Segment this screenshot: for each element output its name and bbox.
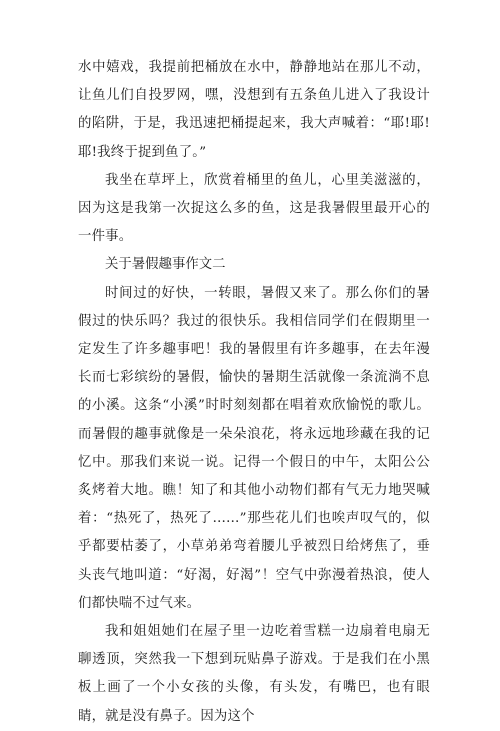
section-heading: 关于暑假趣事作文二 xyxy=(105,257,226,273)
document-page xyxy=(78,54,430,731)
paragraph-4: 我和姐姐她们在屋子里一边吃着雪糕一边扇着电扇无聊透顶，突然我一下想到玩贴鼻子游戏。于是我们在小黑板上画了一个小女孩的头像，有头发，有嘴巴，也有眼睛，就是没有鼻子。因为这个 xyxy=(78,624,430,724)
paragraph-1: 水中嬉戏，我提前把桶放在水中，静静地站在那儿不动，让鱼儿们自投罗网，嘿，没想到有五条鱼儿进入了我设计的陷阱，于是，我迅速把桶提起来，我大声喊着：“耶!耶!耶!我终于捉到鱼了。” xyxy=(78,60,430,160)
paragraph-2: 我坐在草坪上，欣赏着桶里的鱼儿，心里美滋滋的，因为这是我第一次捉这么多的鱼，这是我暑假里最开心的一件事。 xyxy=(78,172,430,245)
paragraph-3: 时间过的好快，一转眼，暑假又来了。那么你们的暑假过的快乐吗？我过的很快乐。我相信同学们在假期里一定发生了许多趣事吧！我的暑假里有许多趣事，在去年漫长而七彩缤纷的暑假，愉快的暑期生活就像一条流淌不息的小溪。这条“小溪”时时刻刻都在唱着欢欣愉悦的歌儿。而暑假的趣事就像是一朵朵浪花，将永远地珍藏在我的记忆中。那我们来说一说。记得一个假日的中午，太阳公公炙烤着大地。瞧！知了和其他小动物们都有气无力地哭喊着：“热死了，热死了……”那些花儿们也唉声叹气的，似乎都要枯萎了，小草弟弟弯着腰儿乎被烈日给烤焦了，垂头丧气地叫道：“好渴，好渴”！空气中弥漫着热浪，使人们都快喘不过气来。 xyxy=(78,285,430,611)
